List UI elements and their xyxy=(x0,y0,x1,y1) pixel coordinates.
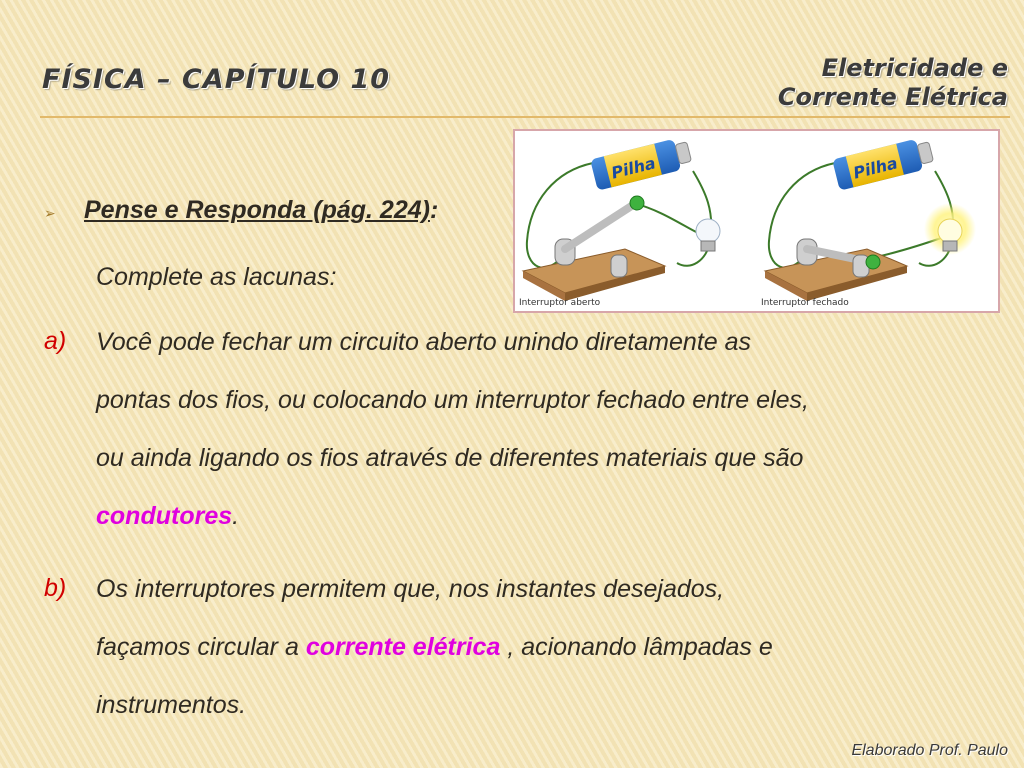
header-divider xyxy=(40,116,1010,118)
item-a-text xyxy=(96,313,996,545)
battery-icon xyxy=(832,136,935,191)
question-heading-colon: : xyxy=(429,196,439,224)
battery-icon xyxy=(590,136,693,191)
open-circuit xyxy=(519,136,720,308)
arrow-bullet-icon: ➢ xyxy=(44,206,56,222)
circuit-svg xyxy=(515,131,998,311)
item-b-line-1: Os interruptores permitem que, nos instantes desejados, xyxy=(96,575,725,603)
subtitle-line-1: Eletricidade e xyxy=(821,54,1008,82)
item-b-marker: b) xyxy=(44,574,67,602)
item-a-line-3: ou ainda ligando os fios através de diferentes materiais que são xyxy=(96,444,804,472)
item-b-line-2-after: , acionando lâmpadas e xyxy=(507,633,773,661)
question-heading xyxy=(84,196,438,225)
switch-knob-open xyxy=(630,196,644,210)
circuit-illustration xyxy=(513,129,1000,313)
bulb-off-icon xyxy=(696,219,720,251)
closed-circuit xyxy=(761,136,976,308)
subtitle-line-2: Corrente Elétrica xyxy=(777,83,1008,111)
question-heading-text: Pense e Responda (pág. 224) xyxy=(84,196,430,224)
caption-open-switch: Interruptor aberto xyxy=(519,298,601,308)
instruction-text: Complete as lacunas: xyxy=(96,263,337,291)
battery-label-left: Pilha xyxy=(609,153,658,183)
caption-closed-switch: Interruptor fechado xyxy=(761,298,849,308)
item-a-line-2: pontas dos fios, ou colocando um interruptor fechado entre eles, xyxy=(96,386,809,414)
item-a-line-1: Você pode fechar um circuito aberto unindo diretamente as xyxy=(96,328,752,356)
item-a-marker: a) xyxy=(44,327,67,355)
switch-knob-closed xyxy=(866,255,880,269)
author-credit: Elaborado Prof. Paulo xyxy=(851,742,1008,759)
answer-condutores: condutores xyxy=(96,502,233,530)
item-b-text xyxy=(96,560,996,734)
item-b-line-2-before: façamos circular a xyxy=(96,633,299,661)
battery-label-right: Pilha xyxy=(851,153,900,183)
item-a-line-4 xyxy=(96,487,996,545)
slide-subtitle xyxy=(778,54,1008,112)
item-b-line-3: instrumentos. xyxy=(96,691,247,719)
item-b-line-2 xyxy=(96,618,996,676)
item-a-period: . xyxy=(232,502,240,530)
bulb-on-icon xyxy=(924,203,976,255)
answer-corrente-eletrica: corrente elétrica xyxy=(305,633,501,661)
slide-title: FÍSICA – CAPÍTULO 10 xyxy=(42,64,391,95)
